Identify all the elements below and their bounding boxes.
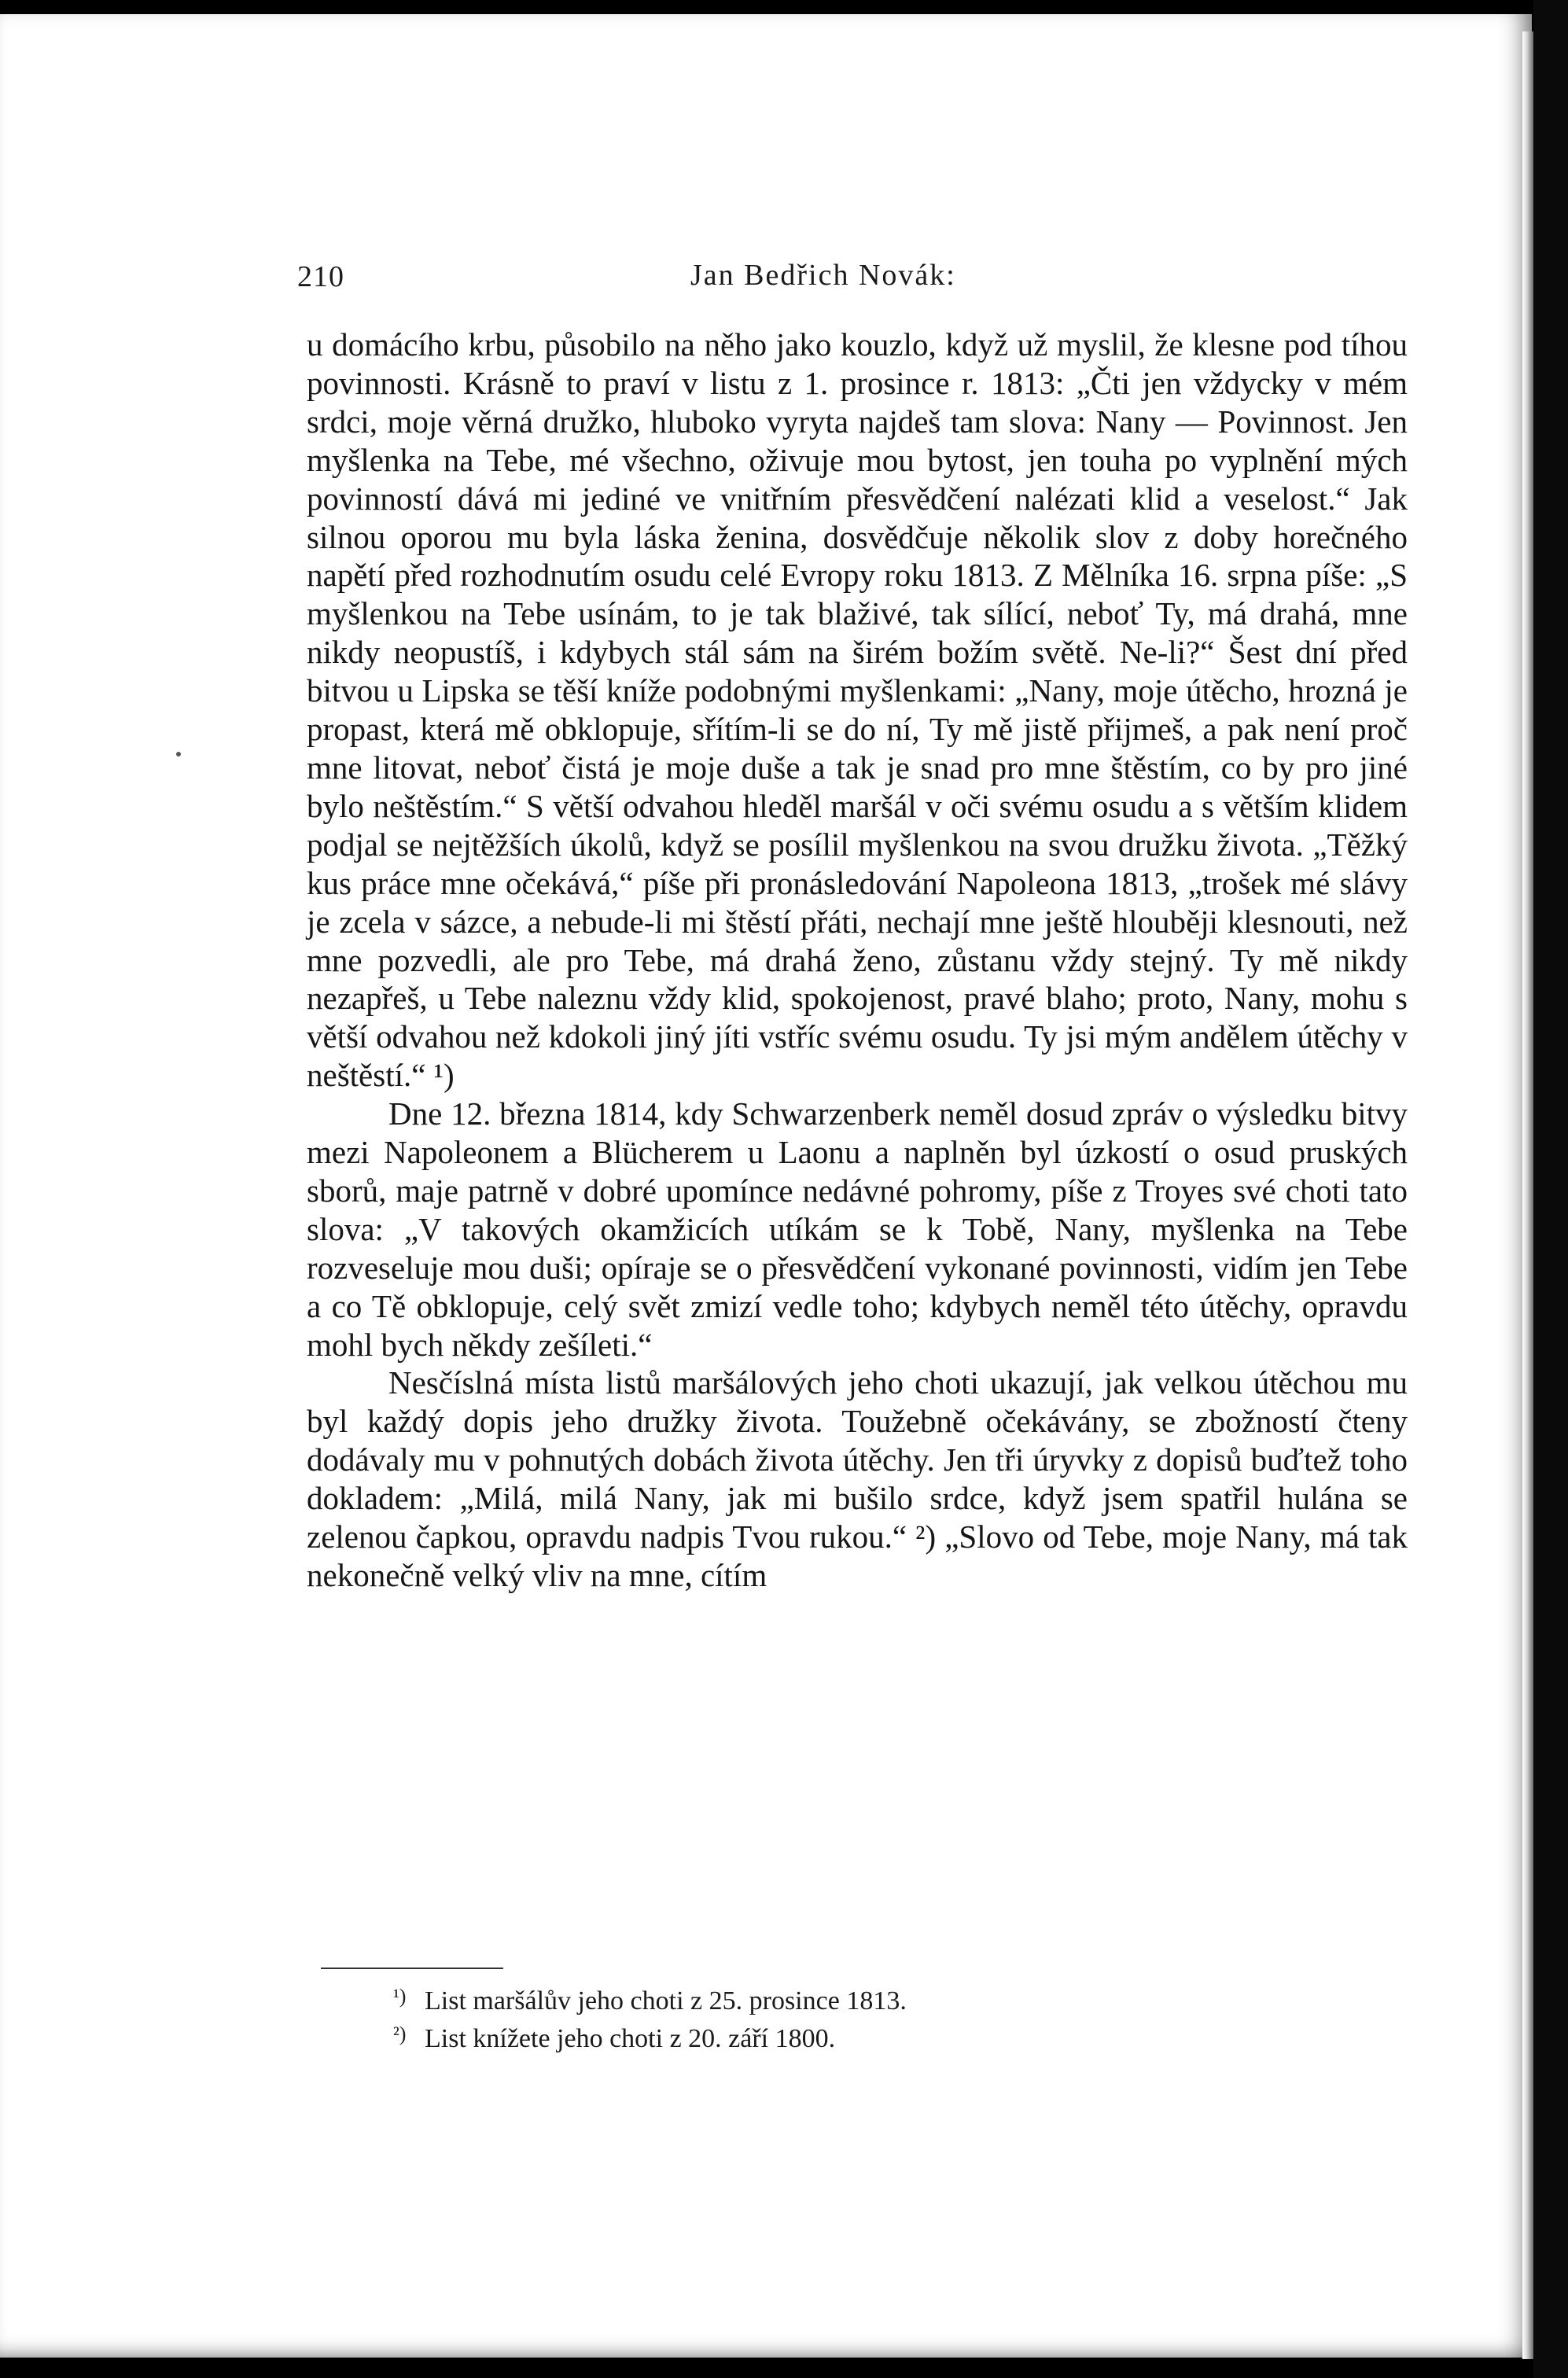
page-edge <box>1522 31 1533 2359</box>
paragraph-3: Nesčíslná místa listů maršálových jeho choti ukazují, jak velkou útěchou mu byl každý dopis jeho družky života. Toužebně očekávány, se zbožností čteny dodávaly mu v pohnutých dobách života útěchy. Jen tři úryvky z dopisů buďtež toho dokladem: „Milá, milá Nany, jak mi bušilo srdce, když jsem spatřil hulána se zelenou čapkou, opravdu nadpis Tvou rukou.“ ²) „Slovo od Tebe, moje Nany, má tak nekonečně velký vliv na mne, cítím <box>307 1364 1408 1593</box>
paragraph-1: u domácího krbu, působilo na něho jako kouzlo, když už myslil, že klesne pod tíhou povinnosti. Krásně to praví v listu z 1. prosince r. 1813: „Čti jen vždycky v mém srdci, moje věrná družko, hluboko vyryta najdeš tam slova: Nany — Povinnost. Jen myšlenka na Tebe, mé všechno, oživuje mou bytost, jen touha po vyplnění mých povinností dává mi jediné ve vnitřním přesvědčení nalézati klid a veselost.“ Jak silnou oporou mu byla láska ženina, dosvědčuje několik slov z doby horečného napětí před rozhodnutím osudu celé Evropy roku 1813. Z Mělníka 16. srpna píše: „S myšlenkou na Tebe usínám, to je tak blaživé, tak sílící, neboť Ty, má drahá, mne nikdy neopustíš, i kdybych stál sám na širém božím světě. Ne-li?“ Šest dní před bitvou u Lipska se těší kníže podobnými myšlenkami: „Nany, moje útěcho, hrozná je propast, která mě obklopuje, sřítím-li se do ní, Ty mě jistě přijmeš, a pak není proč mne litovat, neboť čistá je moje duše a tak je snad pro mne štěstím, co by pro jiné bylo neštěstím.“ S větší odvahou hleděl maršál v oči svému osudu a s větším klidem podjal se nejtěžších úkolů, když se posílil myšlenkou na svou družku života. „Těžký kus práce mne očekává,“ píše při pronásledování Napoleona 1813, „trošek mé slávy je zcela v sázce, a nebude-li mi štěstí přáti, nechají mne ještě hlouběji klesnouti, než mne pozvedli, ale pro Tebe, má drahá ženo, zůstanu vždy stejný. Ty mě nikdy nezapřeš, u Tebe naleznu vždy klid, spokojenost, pravé blaho; proto, Nany, mohu s větší odvahou než kdokoli jiný jíti vstříc svému osudu. Ty jsi mým andělem útěchy v neštěstí.“ ¹) <box>307 326 1408 1094</box>
running-head: Jan Bedřich Novák: <box>690 259 956 292</box>
body-text <box>307 326 1408 1595</box>
footnote-mark: ¹) <box>393 1985 407 2008</box>
book-page <box>0 14 1532 2358</box>
footnote-1 <box>393 1980 1415 2018</box>
page-number: 210 <box>297 260 344 293</box>
footnote-text: List maršálův jeho choti z 25. prosince 1813. <box>425 1986 907 2015</box>
footnote-separator <box>321 1968 503 1969</box>
footnote-mark: ²) <box>393 2023 407 2045</box>
footnote-2 <box>393 2018 1415 2056</box>
footnotes <box>393 1980 1415 2056</box>
page-header <box>297 255 1414 299</box>
book-spine-shadow <box>1533 0 1568 2378</box>
footnote-text: List knížete jeho choti z 20. září 1800. <box>425 2024 836 2053</box>
paragraph-2: Dne 12. března 1814, kdy Schwarzenberk neměl dosud zpráv o výsledku bitvy mezi Napoleonem a Blücherem u Laonu a naplněn byl úzkostí o osud pruských sborů, maje patrně v dobré upomínce nedávné pohromy, píše z Troyes své choti tato slova: „V takových okamžicích utíkám se k Tobě, Nany, myšlenka na Tebe rozveseluje mou duši; opíraje se o přesvědčení vykonané povinnosti, vidím jen Tebe a co Tě obklopuje, celý svět zmizí vedle toho; kdybych neměl této útěchy, opravdu mohl bych někdy zešíleti.“ <box>307 1095 1408 1363</box>
print-speck <box>176 752 181 756</box>
